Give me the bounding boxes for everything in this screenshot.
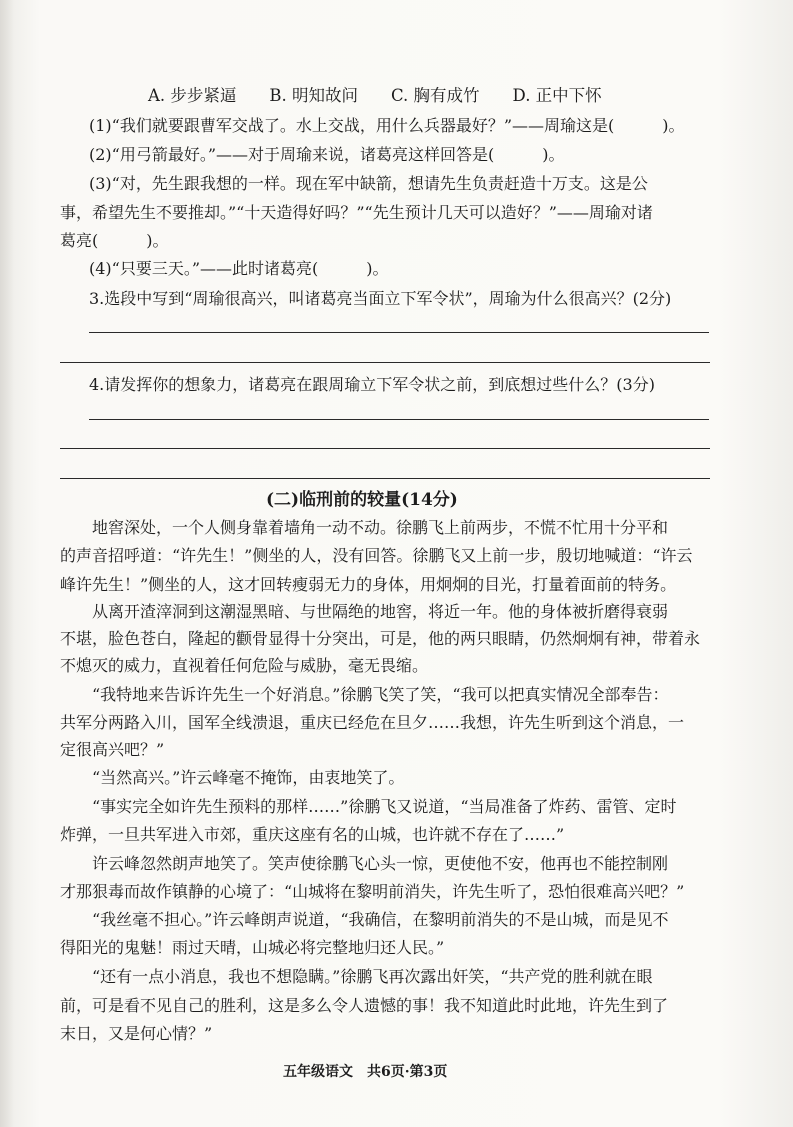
item-1: (1)“我们就要跟曹军交战了。水上交战，用什么兵器最好？”——周瑜这是( )。 [89,116,685,135]
item-3-line-1: (3)“对，先生跟我想的一样。现在军中缺箭，想请先生负责赶造十万支。这是公 [89,174,648,193]
passage-line: “还有一点小消息，我也不想隐瞒。”徐鹏飞再次露出奸笑，“共产党的胜利就在眼 [60,967,653,986]
passage-line: “我丝毫不担心。”许云峰朗声说道，“我确信，在黎明前消失的不是山城，而是见不 [60,910,669,929]
passage-line: 许云峰忽然朗声地笑了。笑声使徐鹏飞心头一惊，更使他不安，他再也不能控制刚 [60,854,669,873]
question-3: 3.选段中写到“周瑜很高兴，叫诸葛亮当面立下军令状”，周瑜为什么很高兴？(2分) [89,289,672,308]
question-4: 4.请发挥你的想象力，诸葛亮在跟周瑜立下军令状之前，到底想过些什么？(3分) [89,375,655,394]
answer-line-4c[interactable] [60,478,710,479]
answer-line-3a[interactable] [89,332,709,333]
item-3-line-2: 事，希望先生不要推却。”“十天造得好吗？”“先生预计几天可以造好？”——周瑜对诸 [60,203,653,222]
passage-line: “当然高兴。”许云峰毫不掩饰，由衷地笑了。 [60,768,405,787]
item-3-line-3: 葛亮( )。 [60,231,169,250]
passage-line: 定很高兴吧？” [60,740,165,759]
item-2: (2)“用弓箭最好。”——对于周瑜来说，诸葛亮这样回答是( )。 [89,145,565,164]
passage-line: 得阳光的鬼魅！雨过天晴，山城必将完整地归还人民。” [60,938,445,957]
passage-line: 不熄灭的威力，直视着任何危险与威胁，毫无畏缩。 [60,656,429,675]
passage-line: 的声音招呼道：“许先生！”侧坐的人，没有回答。徐鹏飞又上前一步，殷切地喊道：“许云 [60,546,693,565]
page-spine-shadow [0,0,14,1127]
answer-line-4b[interactable] [60,448,710,449]
passage-line: 从离开渣滓洞到这潮湿黑暗、与世隔绝的地窖，将近一年。他的身体被折磨得衰弱 [60,602,669,621]
passage-line: 末日，又是何心情？” [60,1024,213,1043]
answer-line-3b[interactable] [60,362,710,363]
passage-line: 共军分两路入川，国军全线溃退，重庆已经危在旦夕……我想，许先生听到这个消息，一 [60,713,685,732]
passage-line: “我特地来告诉许先生一个好消息。”徐鹏飞笑了笑，“我可以把真实情况全部奉告： [60,685,669,704]
passage-line: 炸弹，一旦共军进入市郊，重庆这座有名的山城，也许就不存在了……” [60,825,565,844]
passage-line: “事实完全如许先生预料的那样……”徐鹏飞又说道，“当局准备了炸药、雷管、定时 [60,797,677,816]
passage-line: 前，可是看不见自己的胜利，这是多么令人遗憾的事！我不知道此时此地，许先生到了 [60,996,669,1015]
passage-line: 峰许先生！”侧坐的人，这才回转瘦弱无力的身体，用炯炯的目光，打量着面前的特务。 [60,575,677,594]
item-4: (4)“只要三天。”——此时诸葛亮( )。 [89,259,389,278]
passage-line: 地窖深处，一个人侧身靠着墙角一动不动。徐鹏飞上前两步，不慌不忙用十分平和 [60,518,669,537]
page-footer: 五年级语文 共6页·第3页 [283,1064,448,1080]
answer-line-4a[interactable] [89,419,709,420]
passage-line: 不堪，脸色苍白，隆起的颧骨显得十分突出，可是，他的两只眼睛，仍然炯炯有神，带着永 [60,629,701,648]
choice-options: A. 步步紧逼 B. 明知故问 C. 胸有成竹 D. 正中下怀 [148,86,602,105]
section-title: (二)临刑前的较量(14分) [266,490,458,510]
passage-line: 才那狠毒而故作镇静的心境了：“山城将在黎明前消失，许先生听了，恐怕很难高兴吧？” [60,882,685,901]
